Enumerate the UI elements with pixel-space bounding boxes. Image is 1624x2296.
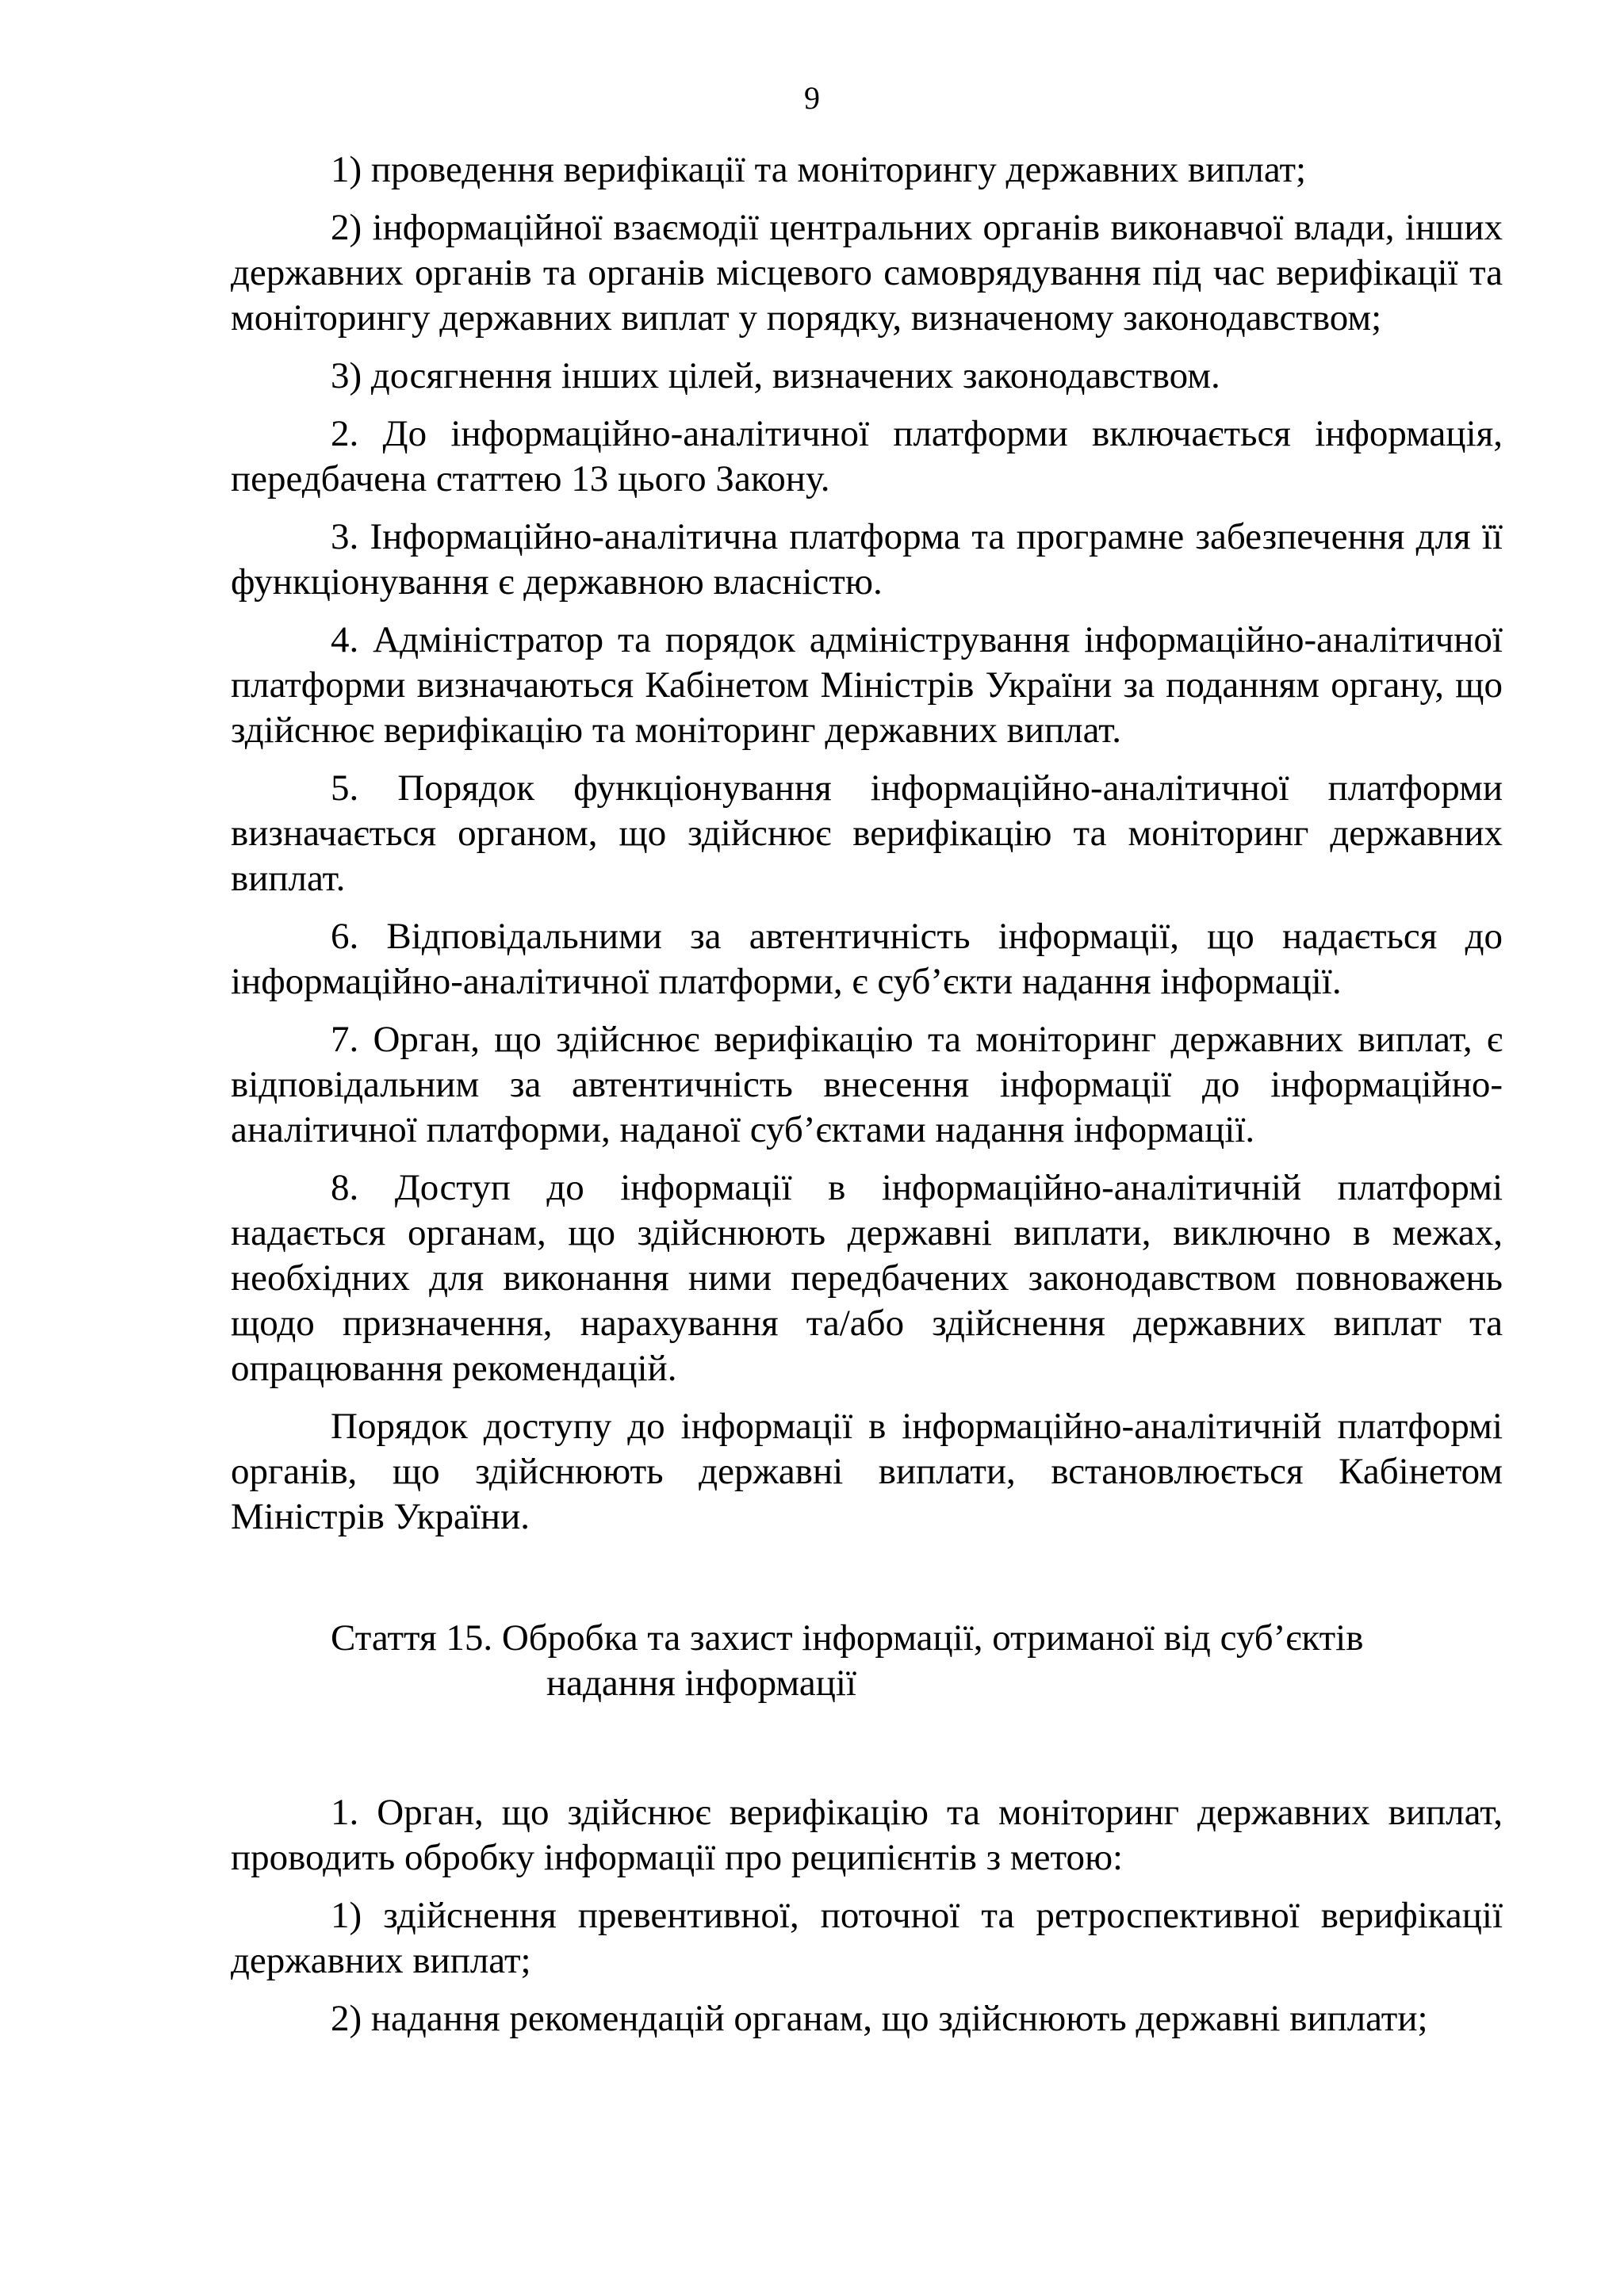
paragraph: 8. Доступ до інформації в інформаційно-аналітичній платформі надається органам, що здійснюють державні виплати, виключно в межах, необхідних для виконання ними передбачених законодавством повноважень щодо призначення, нарахування та/або здійснення державних виплат та опрацювання рекомендацій. (231, 1167, 1503, 1389)
paragraph: 7. Орган, що здійснює верифікацію та моніторинг державних виплат, є відповідальним за автентичність внесення інформації до інформаційно-аналітичної платформи, наданої суб’єктами надання інформації. (231, 1019, 1503, 1150)
paragraph: 1. Орган, що здійснює верифікацію та моніторинг державних виплат, проводить обробку інформації про реципієнтів з метою: (231, 1792, 1503, 1878)
page-number: 9 (804, 80, 820, 116)
heading-spacer (231, 1706, 1503, 1790)
paragraph: 2) інформаційної взаємодії центральних органів виконавчої влади, інших державних органів та органів місцевого самоврядування під час верифікації та моніторингу державних виплат у порядку, визначеному законодавством; (231, 207, 1503, 339)
paragraph: 3) досягнення інших цілей, визначених законодавством. (331, 355, 1220, 396)
article-heading-line2: надання інформації (546, 1663, 856, 1704)
article-heading (231, 1616, 1503, 1706)
paragraph: 1) проведення верифікації та моніторингу державних виплат; (331, 149, 1307, 190)
paragraph: 1) здійснення превентивної, поточної та ретроспективної верифікації державних виплат; (231, 1895, 1503, 1981)
paragraph: Порядок доступу до інформації в інформаційно-аналітичній платформі органів, що здійснюють державні виплати, встановлюється Кабінетом Міністрів України. (231, 1406, 1503, 1537)
paragraph: 3. Інформаційно-аналітична платформа та програмне забезпечення для її функціонування є державною власністю. (231, 516, 1503, 603)
document-body (231, 147, 1503, 2054)
paragraph: 6. Відповідальними за автентичність інформації, що надається до інформаційно-аналітичної платформи, є суб’єкти надання інформації. (231, 916, 1503, 1002)
paragraph: 2. До інформаційно-аналітичної платформи включається інформація, передбачена статтею 13 цього Закону. (231, 413, 1503, 499)
article-heading-line1: Стаття 15. Обробка та захист інформації, отриманої від суб’єктів (331, 1617, 1364, 1659)
paragraph: 4. Адміністратор та порядок адміністрування інформаційно-аналітичної платформи визначаються Кабінетом Міністрів України за поданням органу, що здійснює верифікацію та моніторинг державних виплат. (231, 619, 1503, 751)
paragraph: 2) надання рекомендацій органам, що здійснюють державні виплати; (331, 1998, 1428, 2039)
paragraph: 5. Порядок функціонування інформаційно-аналітичної платформи визначається органом, що здійснює верифікацію та моніторинг державних виплат. (231, 767, 1503, 899)
